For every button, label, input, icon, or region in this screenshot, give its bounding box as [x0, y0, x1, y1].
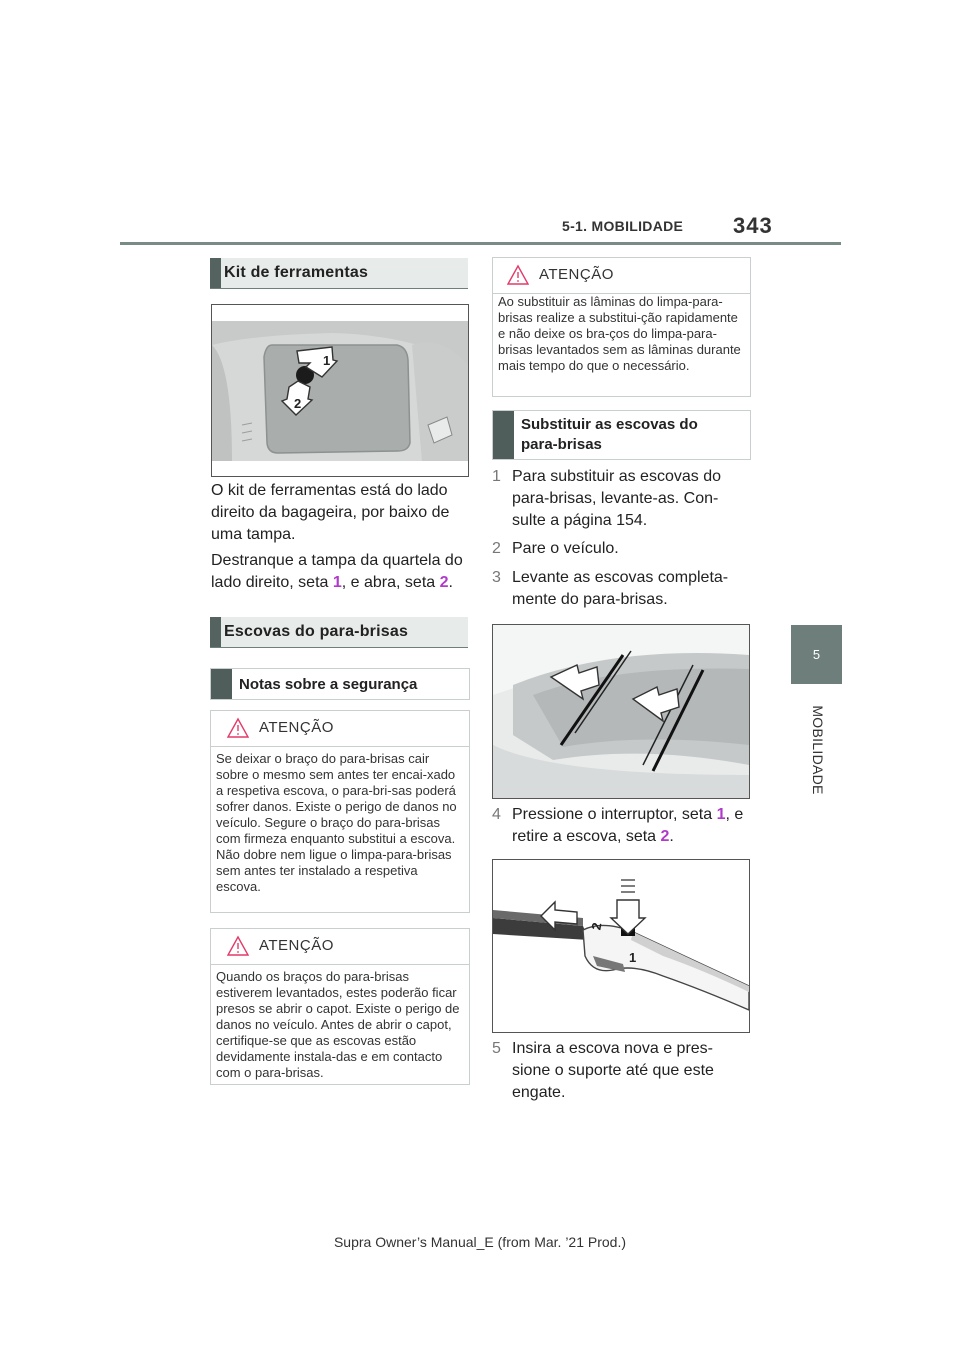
step-text: Pare o veículo.	[512, 540, 619, 557]
wipers-heading-text: Escovas do para-brisas	[224, 623, 409, 640]
step-2	[492, 538, 750, 560]
kit-paragraph-2-c: .	[448, 574, 453, 591]
warning-1-title: ATENÇÃO	[259, 719, 334, 736]
step-1	[492, 466, 750, 532]
replace-subheading-text: Substituir as escovas do para-brisas	[521, 416, 698, 453]
kit-heading-text: Kit de ferramentas	[224, 264, 369, 281]
step-number: 4	[492, 806, 501, 823]
subheading-bar	[493, 411, 514, 459]
warning-divider	[211, 964, 469, 965]
kit-paragraph-2-a: Destranque a tampa da quartela do lado direito, seta	[211, 552, 463, 591]
arrow-ref-2: 2	[660, 828, 670, 845]
step-text: Para substituir as escovas do para-brisas, levante-as. Con-sulte a página 154.	[512, 468, 721, 529]
step-4-a: Pressione o interruptor, seta	[512, 806, 717, 823]
kit-paragraph-1: O kit de ferramentas está do lado direito da bagageira, por baixo de uma tampa.	[211, 482, 450, 543]
windshield-figure	[492, 624, 750, 799]
arrow-ref-1: 1	[332, 574, 342, 591]
step-4-b: , e retire a escova, seta	[512, 806, 744, 845]
warning-2-text: Quando os braços do para-brisas estiverem levantados, estes poderão ficar presos se abrir o capot. Existe o perigo de danos no veículo. Antes de abrir o capot, certifique-se que as escovas estão devidamente instala-das e em contacto com o para-brisas.	[216, 969, 460, 1080]
step-number: 1	[492, 468, 501, 485]
wiper-clip-figure	[492, 859, 750, 1033]
wipers-heading	[210, 617, 468, 648]
safety-subheading	[210, 668, 470, 700]
chapter-label: MOBILIDADE	[810, 705, 826, 795]
heading-bar	[210, 617, 221, 647]
step-number: 2	[492, 540, 501, 557]
step-text: Insira a escova nova e pres-sione o suporte até que este engate.	[512, 1040, 714, 1101]
warning-box-3	[492, 257, 751, 397]
warning-triangle-icon	[227, 935, 249, 957]
step-text: Levante as escovas completa-mente do para-brisas.	[512, 569, 729, 608]
warning-triangle-icon	[227, 717, 249, 739]
warning-3-title: ATENÇÃO	[539, 266, 614, 283]
figure-label-2: 2	[588, 921, 605, 932]
step-number: 3	[492, 569, 501, 586]
warning-2-title: ATENÇÃO	[259, 937, 334, 954]
kit-paragraph-2	[211, 550, 469, 594]
figure-label-1: 1	[629, 950, 637, 965]
footer-manual-title: Supra Owner’s Manual_E (from Mar. ’21 Prod.)	[333, 1234, 627, 1250]
safety-subheading-text: Notas sobre a segurança	[239, 676, 418, 693]
arrow-ref-2: 2	[439, 574, 449, 591]
step-4	[492, 804, 750, 848]
arrow-ref-1: 1	[716, 806, 726, 823]
figure-label-2: 2	[294, 396, 302, 411]
windshield-illustration	[493, 625, 749, 798]
step-4-c: .	[669, 828, 674, 845]
trunk-figure	[211, 304, 469, 477]
figure-label-1: 1	[323, 353, 331, 368]
header-divider	[120, 242, 841, 245]
warning-box-2	[210, 928, 470, 1085]
warning-divider	[211, 746, 469, 747]
chapter-tab	[791, 625, 842, 684]
section-title: 5-1. MOBILIDADE	[562, 218, 684, 234]
step-3	[492, 567, 750, 611]
step-5	[492, 1038, 750, 1104]
wiper-clip-illustration	[493, 860, 749, 1032]
trunk-illustration	[212, 305, 468, 476]
warning-1-text: Se deixar o braço do para-brisas cair sobre o mesmo sem antes ter encai-xado a respetiva escova, o para-bri-sas poderá sofrer danos. Existe o perigo de danos no veículo. Segure o braço do para-brisas com firmeza enquanto substitui a escova. Não dobre nem ligue o limpa-para-brisas sem antes ter instalado a respetiva escova.	[216, 751, 457, 894]
warning-box-1	[210, 710, 470, 913]
kit-heading	[210, 258, 468, 289]
subheading-bar	[211, 669, 232, 699]
warning-3-text: Ao substituir as lâminas do limpa-para-brisas realize a substitui-ção rapidamente e não deixe os bra-ços do limpa-para-brisas levantados sem as lâminas durante mais tempo do que o necessário.	[498, 294, 741, 373]
chapter-number: 5	[812, 647, 821, 662]
page-number: 343	[733, 213, 773, 238]
step-number: 5	[492, 1040, 501, 1057]
replace-subheading	[492, 410, 751, 460]
heading-bar	[210, 258, 221, 288]
kit-paragraph-2-b: , e abra, seta	[341, 574, 440, 591]
warning-triangle-icon	[507, 264, 529, 286]
step-text	[512, 804, 750, 848]
